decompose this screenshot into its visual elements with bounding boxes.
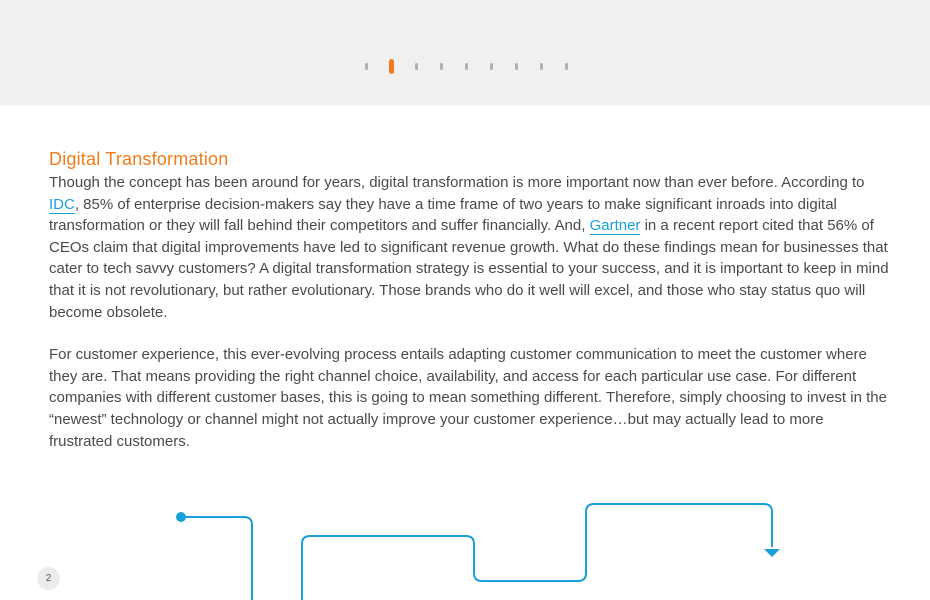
paragraph-1-text-c: in a recent report cited that 56% of CEOs claim that digital improvements have led to significant revenue growth. What do these findings mean for businesses that cater to tech savvy customers? A digital transformation strategy is essential to your success, and it is important to keep in mind that it is not revolutionary, but rather evolutionary. Those brands who do it well will excel, and those who stay status quo will become obsolete. (49, 217, 889, 321)
header-band (0, 0, 930, 105)
paragraph-1 (49, 172, 889, 323)
page-dot-5[interactable] (465, 63, 468, 70)
paragraph-1-text-b: , 85% of enterprise decision-makers say they have a time frame of two years to make significant inroads into digital transformation or they will fall behind their competitors and suffer financially. And, (49, 195, 837, 235)
paragraph-2: For customer experience, this ever-evolving process entails adapting customer communication to meet the customer where they are. That means providing the right channel choice, availability, and access for each particular use case. For different companies with different customer bases, this is going to mean something different. Therefore, simply choosing to invest in the “newest” technology or channel might not actually improve your customer experience…but may actually lead to more frustrated customers. (49, 346, 887, 450)
page-dot-6[interactable] (490, 63, 493, 70)
page-dot-8[interactable] (540, 63, 543, 70)
section-title: Digital Transformation (49, 149, 229, 169)
arrow-down-icon (764, 549, 780, 557)
page-dot-2[interactable] (389, 59, 394, 74)
gartner-link[interactable]: Gartner (589, 217, 641, 235)
idc-link[interactable]: IDC (49, 195, 75, 213)
page-indicator (0, 59, 930, 75)
article (49, 146, 889, 452)
page-number-badge: 2 (37, 567, 60, 590)
page-dot-9[interactable] (565, 63, 568, 70)
dot-icon (176, 512, 186, 522)
paragraph-1-text-a: Though the concept has been around for years, digital transformation is more important now than ever before. According to (49, 174, 865, 191)
flow-path (181, 504, 772, 600)
page-dot-3[interactable] (415, 63, 418, 70)
page-dot-1[interactable] (365, 63, 368, 70)
page-dot-4[interactable] (440, 63, 443, 70)
page-dot-7[interactable] (515, 63, 518, 70)
path-line-icon (0, 490, 930, 600)
